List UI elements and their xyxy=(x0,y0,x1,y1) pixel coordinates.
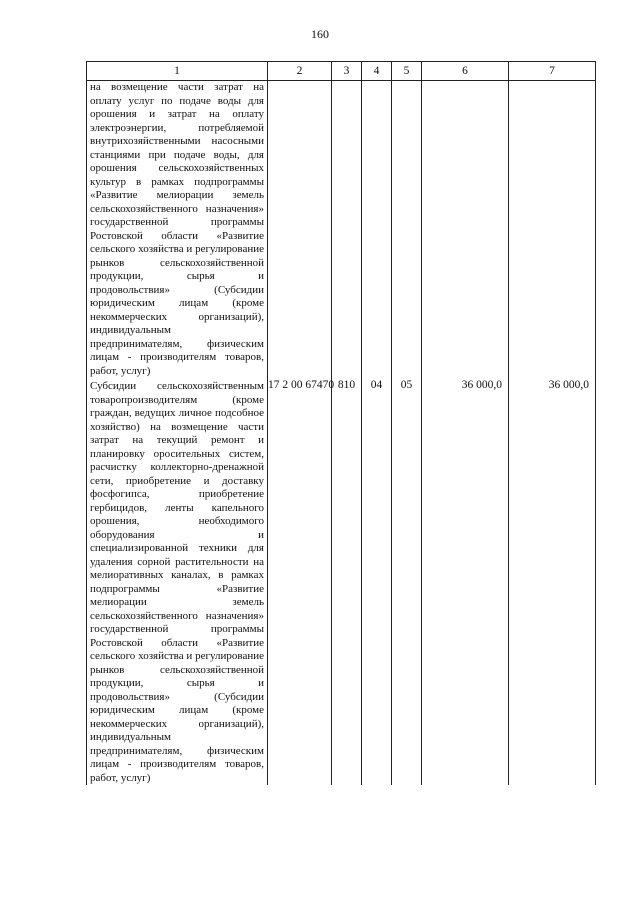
table-header-row xyxy=(87,62,596,81)
row-pr: 05 xyxy=(392,378,422,785)
row-code: 17 2 00 67470 xyxy=(268,378,332,785)
row-description: Субсидии сельскохозяйственным товаропроизводителям (кроме граждан, ведущих личное подсобное хозяйство) на возмещение части затрат на текущий ремонт и планировку оросительных систем, расчистку коллекторно-дренажной сети, приобретение и доставку фосфогипса, приобретение гербицидов, ленты капельного орошения, необходимого оборудования и специализированной техники для удаления сорной растительности на мелиоративных каналах, в рамках подпрограммы «Развитие мелиорации земель сельскохозяйственного назначения» государственной программы Ростовской области «Развитие сельского хозяйства и регулирование рынков сельскохозяйственной продукции, сырья и продовольствия» (Субсидии юридическим лицам (кроме некоммерческих организаций), индивидуальным предпринимателям, физическим лицам - производителям товаров, работ, услуг) xyxy=(87,378,268,785)
column-header: 7 xyxy=(509,62,596,81)
column-header: 5 xyxy=(392,62,422,81)
row-description: на возмещение части затрат на оплату услуг по подаче воды для орошения и затрат на оплату электроэнергии, потребляемой внутрихозяйственными насосными станциями при подаче воды, для орошения сельскохозяйственных культур в рамках подпрограммы «Развитие мелиорации земель сельскохозяйственного назначения» государственной программы Ростовской области «Развитие сельского хозяйства и регулирование рынков сельскохозяйственной продукции, сырья и продовольствия» (Субсидии юридическим лицам (кроме некоммерческих организаций), индивидуальным предпринимателям, физическим лицам - производителям товаров, работ, услуг) xyxy=(87,81,268,379)
column-header: 2 xyxy=(268,62,332,81)
column-header: 6 xyxy=(422,62,509,81)
row-vr: 810 xyxy=(332,378,362,785)
table-row xyxy=(87,378,596,785)
row-amount-1: 36 000,0 xyxy=(422,378,509,785)
row-rz: 04 xyxy=(362,378,392,785)
row-amount-1 xyxy=(422,81,509,379)
row-pr xyxy=(392,81,422,379)
row-amount-2 xyxy=(509,81,596,379)
column-header: 3 xyxy=(332,62,362,81)
table-row xyxy=(87,81,596,379)
row-rz xyxy=(362,81,392,379)
page-number: 160 xyxy=(311,27,329,41)
column-header: 1 xyxy=(87,62,268,81)
column-header: 4 xyxy=(362,62,392,81)
row-code xyxy=(268,81,332,379)
row-vr xyxy=(332,81,362,379)
budget-table xyxy=(86,61,596,785)
row-amount-2: 36 000,0 xyxy=(509,378,596,785)
